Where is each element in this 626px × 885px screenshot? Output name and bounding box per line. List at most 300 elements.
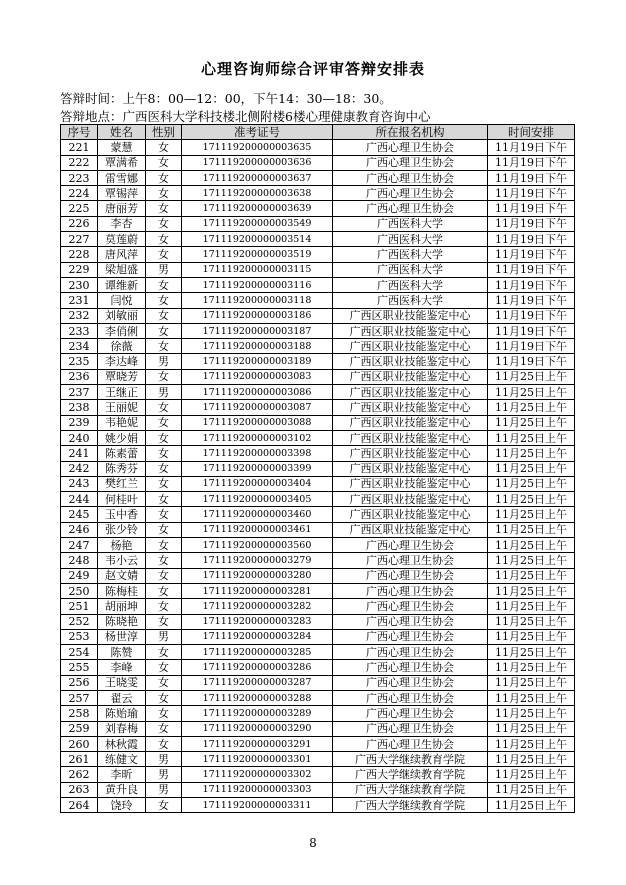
cell-schedule: 11月25日上午 <box>488 400 575 415</box>
cell-index: 229 <box>61 262 98 277</box>
cell-name: 陈赞 <box>98 645 146 660</box>
cell-index: 243 <box>61 476 98 491</box>
cell-exam-number: 171119200000003514 <box>182 232 333 247</box>
cell-name: 刘春梅 <box>98 721 146 736</box>
defense-location-line: 答辩地点：广西医科大学科技楼北侧附楼6楼心理健康教育咨询中心 <box>60 109 431 124</box>
header-index: 序号 <box>61 125 98 140</box>
cell-gender: 女 <box>146 155 182 170</box>
cell-name: 唐风萍 <box>98 247 146 262</box>
cell-schedule: 11月25日上午 <box>488 782 575 797</box>
cell-index: 246 <box>61 522 98 537</box>
cell-gender: 女 <box>146 553 182 568</box>
cell-institution: 广西区职业技能鉴定中心 <box>333 308 488 323</box>
schedule-table <box>60 124 575 813</box>
cell-name: 陈晓艳 <box>98 614 146 629</box>
table-row <box>61 247 575 262</box>
table-row <box>61 553 575 568</box>
cell-institution: 广西心理卫生协会 <box>333 583 488 598</box>
cell-index: 239 <box>61 415 98 430</box>
cell-exam-number: 171119200000003118 <box>182 293 333 308</box>
cell-schedule: 11月19日下午 <box>488 140 575 155</box>
cell-index: 236 <box>61 369 98 384</box>
cell-schedule: 11月19日下午 <box>488 293 575 308</box>
cell-institution: 广西心理卫生协会 <box>333 186 488 201</box>
cell-schedule: 11月25日上午 <box>488 706 575 721</box>
cell-schedule: 11月25日上午 <box>488 507 575 522</box>
cell-index: 255 <box>61 660 98 675</box>
cell-exam-number: 171119200000003187 <box>182 323 333 338</box>
cell-exam-number: 171119200000003404 <box>182 476 333 491</box>
cell-exam-number: 171119200000003636 <box>182 155 333 170</box>
table-row <box>61 308 575 323</box>
table-row <box>61 538 575 553</box>
header-schedule: 时间安排 <box>488 125 575 140</box>
table-row <box>61 507 575 522</box>
cell-institution: 广西区职业技能鉴定中心 <box>333 522 488 537</box>
cell-exam-number: 171119200000003087 <box>182 400 333 415</box>
cell-exam-number: 171119200000003638 <box>182 186 333 201</box>
cell-name: 陈秀芬 <box>98 461 146 476</box>
cell-gender: 男 <box>146 354 182 369</box>
cell-name: 张少铃 <box>98 522 146 537</box>
cell-gender: 女 <box>146 690 182 705</box>
cell-index: 251 <box>61 599 98 614</box>
cell-index: 221 <box>61 140 98 155</box>
cell-institution: 广西心理卫生协会 <box>333 690 488 705</box>
header-institution: 所在报名机构 <box>333 125 488 140</box>
cell-exam-number: 171119200000003635 <box>182 140 333 155</box>
cell-institution: 广西区职业技能鉴定中心 <box>333 400 488 415</box>
cell-institution: 广西区职业技能鉴定中心 <box>333 446 488 461</box>
cell-institution: 广西心理卫生协会 <box>333 140 488 155</box>
cell-index: 223 <box>61 170 98 185</box>
table-row <box>61 415 575 430</box>
cell-gender: 男 <box>146 767 182 782</box>
cell-exam-number: 171119200000003284 <box>182 629 333 644</box>
cell-exam-number: 171119200000003088 <box>182 415 333 430</box>
cell-institution: 广西大学继续教育学院 <box>333 752 488 767</box>
table-row <box>61 476 575 491</box>
table-row <box>61 675 575 690</box>
cell-schedule: 11月25日上午 <box>488 461 575 476</box>
cell-gender: 女 <box>146 293 182 308</box>
cell-schedule: 11月25日上午 <box>488 690 575 705</box>
cell-index: 259 <box>61 721 98 736</box>
cell-name: 徐薇 <box>98 339 146 354</box>
cell-exam-number: 171119200000003279 <box>182 553 333 568</box>
cell-name: 覃晓芳 <box>98 369 146 384</box>
cell-institution: 广西心理卫生协会 <box>333 721 488 736</box>
cell-index: 222 <box>61 155 98 170</box>
cell-name: 蒙慧 <box>98 140 146 155</box>
cell-exam-number: 171119200000003549 <box>182 216 333 231</box>
cell-schedule: 11月19日下午 <box>488 277 575 292</box>
cell-gender: 女 <box>146 247 182 262</box>
table-row <box>61 430 575 445</box>
cell-index: 262 <box>61 767 98 782</box>
cell-gender: 女 <box>146 706 182 721</box>
cell-institution: 广西区职业技能鉴定中心 <box>333 430 488 445</box>
cell-schedule: 11月19日下午 <box>488 323 575 338</box>
table-row <box>61 323 575 338</box>
cell-index: 249 <box>61 568 98 583</box>
cell-index: 260 <box>61 736 98 751</box>
cell-schedule: 11月25日上午 <box>488 476 575 491</box>
table-row <box>61 614 575 629</box>
cell-index: 232 <box>61 308 98 323</box>
cell-institution: 广西医科大学 <box>333 247 488 262</box>
cell-gender: 男 <box>146 782 182 797</box>
cell-gender: 女 <box>146 339 182 354</box>
cell-index: 235 <box>61 354 98 369</box>
cell-exam-number: 171119200000003290 <box>182 721 333 736</box>
cell-gender: 女 <box>146 277 182 292</box>
cell-institution: 广西心理卫生协会 <box>333 706 488 721</box>
cell-index: 252 <box>61 614 98 629</box>
cell-gender: 女 <box>146 507 182 522</box>
cell-gender: 女 <box>146 446 182 461</box>
cell-index: 226 <box>61 216 98 231</box>
cell-schedule: 11月25日上午 <box>488 599 575 614</box>
cell-schedule: 11月25日上午 <box>488 645 575 660</box>
cell-institution: 广西医科大学 <box>333 277 488 292</box>
cell-institution: 广西心理卫生协会 <box>333 553 488 568</box>
cell-name: 谭维新 <box>98 277 146 292</box>
cell-name: 黄升良 <box>98 782 146 797</box>
cell-index: 245 <box>61 507 98 522</box>
cell-gender: 女 <box>146 492 182 507</box>
cell-gender: 女 <box>146 599 182 614</box>
cell-institution: 广西心理卫生协会 <box>333 675 488 690</box>
table-row <box>61 293 575 308</box>
cell-name: 韦艳妮 <box>98 415 146 430</box>
cell-name: 王继正 <box>98 385 146 400</box>
table-body <box>61 140 575 813</box>
cell-gender: 男 <box>146 629 182 644</box>
table-row <box>61 629 575 644</box>
cell-exam-number: 171119200000003102 <box>182 430 333 445</box>
cell-exam-number: 171119200000003460 <box>182 507 333 522</box>
table-row <box>61 201 575 216</box>
table-row <box>61 736 575 751</box>
cell-schedule: 11月19日下午 <box>488 155 575 170</box>
cell-gender: 女 <box>146 614 182 629</box>
cell-exam-number: 171119200000003398 <box>182 446 333 461</box>
cell-exam-number: 171119200000003301 <box>182 752 333 767</box>
cell-name: 王丽妮 <box>98 400 146 415</box>
header-name: 姓名 <box>98 125 146 140</box>
cell-institution: 广西心理卫生协会 <box>333 155 488 170</box>
cell-index: 242 <box>61 461 98 476</box>
cell-schedule: 11月19日下午 <box>488 308 575 323</box>
cell-exam-number: 171119200000003289 <box>182 706 333 721</box>
cell-institution: 广西医科大学 <box>333 262 488 277</box>
cell-index: 230 <box>61 277 98 292</box>
cell-exam-number: 171119200000003189 <box>182 354 333 369</box>
table-row <box>61 706 575 721</box>
cell-index: 238 <box>61 400 98 415</box>
cell-schedule: 11月19日下午 <box>488 339 575 354</box>
cell-institution: 广西大学继续教育学院 <box>333 782 488 797</box>
cell-gender: 女 <box>146 201 182 216</box>
cell-schedule: 11月25日上午 <box>488 522 575 537</box>
cell-gender: 男 <box>146 385 182 400</box>
cell-index: 224 <box>61 186 98 201</box>
cell-gender: 女 <box>146 140 182 155</box>
cell-gender: 女 <box>146 323 182 338</box>
cell-institution: 广西心理卫生协会 <box>333 201 488 216</box>
table-row <box>61 277 575 292</box>
cell-gender: 女 <box>146 645 182 660</box>
cell-name: 练健文 <box>98 752 146 767</box>
cell-schedule: 11月25日上午 <box>488 614 575 629</box>
cell-gender: 女 <box>146 216 182 231</box>
table-row <box>61 339 575 354</box>
cell-institution: 广西区职业技能鉴定中心 <box>333 461 488 476</box>
header-gender: 性别 <box>146 125 182 140</box>
cell-institution: 广西区职业技能鉴定中心 <box>333 415 488 430</box>
cell-schedule: 11月19日下午 <box>488 216 575 231</box>
cell-name: 莫莲蔚 <box>98 232 146 247</box>
cell-schedule: 11月25日上午 <box>488 415 575 430</box>
cell-exam-number: 171119200000003639 <box>182 201 333 216</box>
cell-exam-number: 171119200000003186 <box>182 308 333 323</box>
cell-institution: 广西区职业技能鉴定中心 <box>333 339 488 354</box>
cell-name: 李俏俐 <box>98 323 146 338</box>
cell-gender: 女 <box>146 721 182 736</box>
cell-institution: 广西心理卫生协会 <box>333 599 488 614</box>
cell-name: 李达峰 <box>98 354 146 369</box>
cell-index: 264 <box>61 798 98 813</box>
cell-gender: 女 <box>146 736 182 751</box>
cell-schedule: 11月25日上午 <box>488 369 575 384</box>
cell-exam-number: 171119200000003399 <box>182 461 333 476</box>
table-row <box>61 186 575 201</box>
table-row <box>61 583 575 598</box>
cell-exam-number: 171119200000003311 <box>182 798 333 813</box>
cell-exam-number: 171119200000003281 <box>182 583 333 598</box>
cell-name: 李昕 <box>98 767 146 782</box>
cell-gender: 女 <box>146 186 182 201</box>
cell-gender: 女 <box>146 308 182 323</box>
table-header-row <box>61 125 575 140</box>
cell-institution: 广西大学继续教育学院 <box>333 767 488 782</box>
cell-institution: 广西区职业技能鉴定中心 <box>333 385 488 400</box>
cell-name: 陈素蕾 <box>98 446 146 461</box>
cell-gender: 女 <box>146 430 182 445</box>
cell-index: 233 <box>61 323 98 338</box>
cell-name: 李杏 <box>98 216 146 231</box>
cell-index: 257 <box>61 690 98 705</box>
cell-name: 陈梅桂 <box>98 583 146 598</box>
cell-institution: 广西区职业技能鉴定中心 <box>333 476 488 491</box>
cell-institution: 广西心理卫生协会 <box>333 660 488 675</box>
cell-institution: 广西医科大学 <box>333 216 488 231</box>
cell-exam-number: 171119200000003115 <box>182 262 333 277</box>
table-row <box>61 721 575 736</box>
cell-gender: 女 <box>146 232 182 247</box>
cell-gender: 女 <box>146 170 182 185</box>
header-exam-number: 准考证号 <box>182 125 333 140</box>
cell-index: 228 <box>61 247 98 262</box>
table-row <box>61 170 575 185</box>
cell-name: 闫悦 <box>98 293 146 308</box>
cell-name: 梁旭盛 <box>98 262 146 277</box>
table-row <box>61 262 575 277</box>
cell-exam-number: 171119200000003288 <box>182 690 333 705</box>
table-row <box>61 752 575 767</box>
cell-gender: 女 <box>146 415 182 430</box>
cell-gender: 女 <box>146 461 182 476</box>
cell-institution: 广西医科大学 <box>333 293 488 308</box>
cell-institution: 广西区职业技能鉴定中心 <box>333 492 488 507</box>
cell-institution: 广西区职业技能鉴定中心 <box>333 369 488 384</box>
cell-index: 227 <box>61 232 98 247</box>
cell-gender: 女 <box>146 369 182 384</box>
cell-name: 陈贻瑜 <box>98 706 146 721</box>
cell-exam-number: 171119200000003560 <box>182 538 333 553</box>
cell-institution: 广西心理卫生协会 <box>333 645 488 660</box>
cell-gender: 女 <box>146 568 182 583</box>
cell-schedule: 11月25日上午 <box>488 446 575 461</box>
cell-gender: 男 <box>146 262 182 277</box>
cell-schedule: 11月19日下午 <box>488 354 575 369</box>
table-row <box>61 369 575 384</box>
cell-schedule: 11月25日上午 <box>488 430 575 445</box>
cell-gender: 女 <box>146 400 182 415</box>
table-row <box>61 782 575 797</box>
cell-index: 244 <box>61 492 98 507</box>
cell-schedule: 11月25日上午 <box>488 538 575 553</box>
cell-schedule: 11月25日上午 <box>488 752 575 767</box>
table-row <box>61 140 575 155</box>
cell-institution: 广西区职业技能鉴定中心 <box>333 507 488 522</box>
cell-schedule: 11月19日下午 <box>488 247 575 262</box>
cell-institution: 广西心理卫生协会 <box>333 568 488 583</box>
table-row <box>61 767 575 782</box>
cell-index: 258 <box>61 706 98 721</box>
cell-gender: 女 <box>146 583 182 598</box>
cell-schedule: 11月19日下午 <box>488 186 575 201</box>
cell-gender: 女 <box>146 476 182 491</box>
cell-name: 林秋霞 <box>98 736 146 751</box>
cell-schedule: 11月25日上午 <box>488 568 575 583</box>
cell-gender: 女 <box>146 660 182 675</box>
cell-schedule: 11月25日上午 <box>488 736 575 751</box>
cell-schedule: 11月25日上午 <box>488 492 575 507</box>
cell-name: 唐丽芳 <box>98 201 146 216</box>
cell-schedule: 11月19日下午 <box>488 201 575 216</box>
cell-exam-number: 171119200000003188 <box>182 339 333 354</box>
cell-index: 225 <box>61 201 98 216</box>
cell-schedule: 11月25日上午 <box>488 385 575 400</box>
table-row <box>61 216 575 231</box>
cell-exam-number: 171119200000003086 <box>182 385 333 400</box>
cell-name: 赵文婧 <box>98 568 146 583</box>
cell-name: 胡丽坤 <box>98 599 146 614</box>
cell-name: 刘敏丽 <box>98 308 146 323</box>
cell-index: 254 <box>61 645 98 660</box>
table-row <box>61 400 575 415</box>
cell-gender: 女 <box>146 522 182 537</box>
page-title: 心理咨询师综合评审答辩安排表 <box>200 60 425 78</box>
cell-schedule: 11月25日上午 <box>488 721 575 736</box>
table-row <box>61 690 575 705</box>
cell-exam-number: 171119200000003285 <box>182 645 333 660</box>
cell-institution: 广西医科大学 <box>333 232 488 247</box>
cell-institution: 广西心理卫生协会 <box>333 614 488 629</box>
cell-exam-number: 171119200000003302 <box>182 767 333 782</box>
cell-schedule: 11月25日上午 <box>488 660 575 675</box>
cell-institution: 广西心理卫生协会 <box>333 170 488 185</box>
cell-name: 覃锡萍 <box>98 186 146 201</box>
cell-exam-number: 171119200000003286 <box>182 660 333 675</box>
table-row <box>61 461 575 476</box>
table-row <box>61 232 575 247</box>
table-row <box>61 568 575 583</box>
cell-name: 李峰 <box>98 660 146 675</box>
cell-name: 覃满希 <box>98 155 146 170</box>
cell-exam-number: 171119200000003637 <box>182 170 333 185</box>
table-row <box>61 492 575 507</box>
defense-time-line: 答辩时间：上午8：00—12：00，下午14：30—18：30。 <box>60 91 392 106</box>
cell-exam-number: 171119200000003083 <box>182 369 333 384</box>
table-row <box>61 645 575 660</box>
cell-institution: 广西心理卫生协会 <box>333 538 488 553</box>
cell-schedule: 11月25日上午 <box>488 629 575 644</box>
cell-index: 231 <box>61 293 98 308</box>
cell-index: 237 <box>61 385 98 400</box>
table-row <box>61 660 575 675</box>
cell-exam-number: 171119200000003405 <box>182 492 333 507</box>
cell-index: 250 <box>61 583 98 598</box>
cell-gender: 男 <box>146 752 182 767</box>
cell-exam-number: 171119200000003291 <box>182 736 333 751</box>
cell-index: 234 <box>61 339 98 354</box>
cell-name: 雷雪娜 <box>98 170 146 185</box>
cell-exam-number: 171119200000003519 <box>182 247 333 262</box>
cell-schedule: 11月25日上午 <box>488 553 575 568</box>
table-row <box>61 354 575 369</box>
page-number: 8 <box>309 836 317 850</box>
table-row <box>61 446 575 461</box>
cell-exam-number: 171119200000003116 <box>182 277 333 292</box>
cell-name: 王晓雯 <box>98 675 146 690</box>
cell-name: 韦小云 <box>98 553 146 568</box>
cell-institution: 广西区职业技能鉴定中心 <box>333 323 488 338</box>
cell-exam-number: 171119200000003461 <box>182 522 333 537</box>
cell-institution: 广西心理卫生协会 <box>333 629 488 644</box>
cell-schedule: 11月25日上午 <box>488 675 575 690</box>
cell-exam-number: 171119200000003283 <box>182 614 333 629</box>
table-row <box>61 522 575 537</box>
cell-index: 263 <box>61 782 98 797</box>
cell-name: 何桂叶 <box>98 492 146 507</box>
cell-gender: 女 <box>146 798 182 813</box>
cell-name: 翟云 <box>98 690 146 705</box>
cell-schedule: 11月19日下午 <box>488 262 575 277</box>
cell-schedule: 11月25日上午 <box>488 798 575 813</box>
cell-name: 玉中香 <box>98 507 146 522</box>
cell-institution: 广西大学继续教育学院 <box>333 798 488 813</box>
cell-exam-number: 171119200000003282 <box>182 599 333 614</box>
table-row <box>61 385 575 400</box>
cell-name: 饶玲 <box>98 798 146 813</box>
cell-index: 241 <box>61 446 98 461</box>
cell-index: 256 <box>61 675 98 690</box>
cell-institution: 广西区职业技能鉴定中心 <box>333 354 488 369</box>
cell-gender: 女 <box>146 675 182 690</box>
